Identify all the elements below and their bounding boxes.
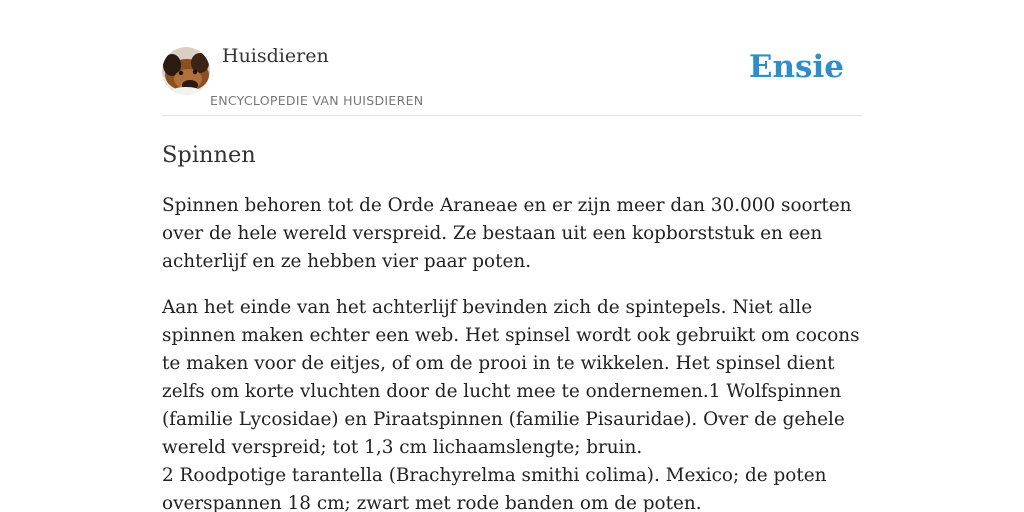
site-name[interactable]: Huisdieren [222,45,329,67]
site-subtitle: ENCYCLOPEDIE VAN HUISDIEREN [210,93,424,108]
dog-photo-icon [162,47,210,95]
article-body [162,140,862,512]
article-title: Spinnen [162,142,256,168]
category-avatar[interactable] [162,47,210,95]
article-paragraph: Aan het einde van het achterlijf bevinden zich de spintepels. Niet alle spinnen maken echter een web. Het spinsel wordt ook gebruikt om cocons te maken voor de eitjes, of om de prooi in te wikkelen. Het spinsel dient zelfs om korte vluchten door de lucht mee te ondernemen.1 Wolfspinnen (familie Lycosidae) en Piraatspinnen (familie Pisauridae). Over de gehele wereld verspreid; tot 1,3 cm lichaamslengte; bruin. 2 Roodpotige tarantella (Brachyrelma smithi colima). Mexico; de poten overspannen 18 cm; zwart met rode banden om de poten. [162,297,860,512]
site-header [162,0,862,116]
ensie-logo[interactable]: Ensie [748,49,844,85]
article-paragraph: Spinnen behoren tot de Orde Araneae en er zijn meer dan 30.000 soorten over de hele wereld verspreid. Ze bestaan uit een kopborststuk en een achterlijf en ze hebben vier paar poten. [162,195,852,272]
